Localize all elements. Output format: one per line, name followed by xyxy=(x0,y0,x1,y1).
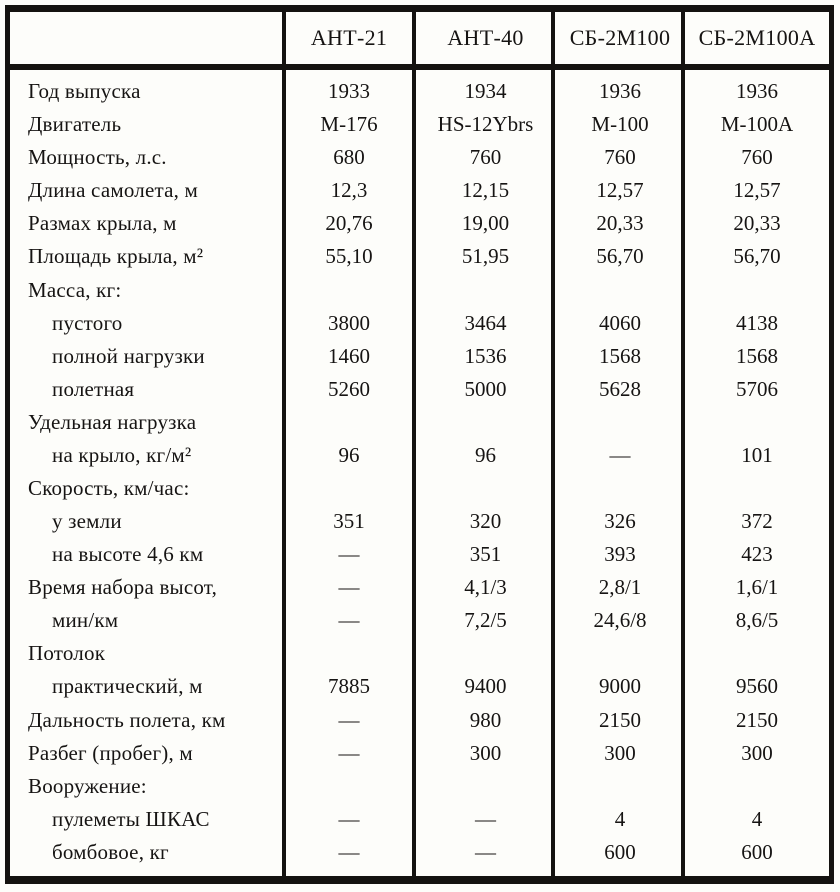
cell-value: 20,33 xyxy=(733,211,781,236)
cell-value: 51,95 xyxy=(461,244,510,269)
cell-value: 1934 xyxy=(464,79,507,104)
cell-value: 300 xyxy=(469,740,502,765)
row-label: Вооружение: xyxy=(28,773,147,798)
row-label: Дальность полета, км xyxy=(28,707,226,732)
cell-value: М-176 xyxy=(320,112,378,137)
cell-value: 56,70 xyxy=(733,244,781,269)
header-ant-21: АНТ-21 xyxy=(310,25,388,50)
cell-value: 55,10 xyxy=(325,244,373,269)
column-divider xyxy=(681,12,685,876)
cell-value: 24,6/8 xyxy=(593,608,647,633)
cell-value: 3464 xyxy=(464,310,507,335)
cell-value: 1568 xyxy=(736,343,778,368)
aircraft-spec-table xyxy=(5,5,834,884)
cell-value: 300 xyxy=(604,740,636,765)
cell-value: — xyxy=(338,839,360,864)
cell-value: — xyxy=(338,740,360,765)
cell-value: 4060 xyxy=(599,310,641,335)
cell-value: 4,1/3 xyxy=(464,575,507,600)
table-row xyxy=(10,240,829,273)
cell-value: 1936 xyxy=(736,79,778,104)
cell-value: 423 xyxy=(741,542,773,567)
cell-value: 12,15 xyxy=(461,178,510,203)
cell-value: 760 xyxy=(604,145,636,170)
cell-value: 1,6/1 xyxy=(735,575,779,600)
cell-value: 4 xyxy=(614,806,626,831)
row-label: Скорость, км/час: xyxy=(28,475,190,500)
table-row xyxy=(10,836,829,869)
table-row xyxy=(10,373,829,406)
table-body xyxy=(10,70,829,876)
cell-value: 5260 xyxy=(328,376,370,401)
cell-value: 12,3 xyxy=(330,178,368,203)
row-label: у земли xyxy=(52,509,122,534)
cell-value: 12,57 xyxy=(596,178,644,203)
cell-value: 1460 xyxy=(328,343,370,368)
cell-value: 19,00 xyxy=(461,211,510,236)
cell-value: 760 xyxy=(469,145,502,170)
table-row xyxy=(10,108,829,141)
row-label: Площадь крыла, м² xyxy=(28,244,204,269)
row-label: пустого xyxy=(52,310,123,335)
row-label: на крыло, кг/м² xyxy=(52,442,192,467)
table-row xyxy=(10,75,829,108)
table-row xyxy=(10,770,829,803)
cell-value: М-100А xyxy=(720,112,794,137)
row-label: Двигатель xyxy=(28,112,122,137)
cell-value: — xyxy=(475,806,496,831)
cell-value: — xyxy=(609,442,631,467)
row-label: Год выпуска xyxy=(28,79,141,104)
cell-value: 56,70 xyxy=(596,244,644,269)
header-sb-2m100a: СБ-2М100А xyxy=(698,25,816,50)
cell-value: 9000 xyxy=(599,674,641,699)
cell-value: 8,6/5 xyxy=(735,608,779,633)
cell-value: 4138 xyxy=(736,310,778,335)
cell-value: 2150 xyxy=(736,707,778,732)
table-row xyxy=(10,803,829,836)
row-label: полетная xyxy=(52,376,135,401)
cell-value: 7885 xyxy=(328,674,370,699)
row-label: на высоте 4,6 км xyxy=(52,542,204,567)
cell-value: 5000 xyxy=(464,376,507,401)
table-row xyxy=(10,604,829,637)
table-header-row xyxy=(10,12,829,70)
cell-value: 351 xyxy=(469,542,502,567)
header-sb-2m100: СБ-2М100 xyxy=(569,25,671,50)
cell-value: М-100 xyxy=(591,112,649,137)
cell-value: 600 xyxy=(604,839,636,864)
cell-value: — xyxy=(338,806,360,831)
column-divider xyxy=(282,12,286,876)
cell-value: — xyxy=(338,707,360,732)
cell-value: 7,2/5 xyxy=(464,608,507,633)
table-row xyxy=(10,141,829,174)
cell-value: 20,33 xyxy=(596,211,644,236)
table-row xyxy=(10,637,829,670)
column-divider xyxy=(551,12,555,876)
table-row xyxy=(10,273,829,306)
cell-value: 393 xyxy=(604,542,636,567)
cell-value: 5706 xyxy=(736,376,778,401)
cell-value: 351 xyxy=(333,509,365,534)
row-label: пулеметы ШКАС xyxy=(52,806,210,831)
row-label: Удельная нагрузка xyxy=(28,409,197,434)
cell-value: 20,76 xyxy=(325,211,373,236)
row-label: Время набора высот, xyxy=(28,575,218,600)
cell-value: 326 xyxy=(604,509,636,534)
row-label: Разбег (пробег), м xyxy=(28,740,193,765)
row-label: Масса, кг: xyxy=(28,277,122,302)
header-ant-40: АНТ-40 xyxy=(447,25,524,50)
cell-value: 2150 xyxy=(599,707,641,732)
cell-value: — xyxy=(338,608,360,633)
table-row xyxy=(10,439,829,472)
row-label: мин/км xyxy=(52,608,119,633)
cell-value: 2,8/1 xyxy=(598,575,642,600)
row-label: полной нагрузки xyxy=(52,343,205,368)
table-row xyxy=(10,505,829,538)
cell-value: 96 xyxy=(338,442,360,467)
table-row xyxy=(10,174,829,207)
table-row xyxy=(10,703,829,736)
cell-value: 680 xyxy=(333,145,365,170)
row-label: Потолок xyxy=(28,641,106,666)
table-row xyxy=(10,472,829,505)
cell-value: 101 xyxy=(741,442,773,467)
cell-value: 9400 xyxy=(464,674,507,699)
table-row xyxy=(10,307,829,340)
header-empty-cell xyxy=(10,12,282,64)
table-row xyxy=(10,670,829,703)
cell-value: 5628 xyxy=(599,376,641,401)
table-row xyxy=(10,538,829,571)
cell-value: — xyxy=(475,839,496,864)
row-label: бомбовое, кг xyxy=(52,839,169,864)
cell-value: 980 xyxy=(469,707,502,732)
cell-value: 96 xyxy=(475,442,496,467)
table-row xyxy=(10,571,829,604)
table-row xyxy=(10,406,829,439)
row-label: Размах крыла, м xyxy=(28,211,177,236)
cell-value: 320 xyxy=(469,509,502,534)
cell-value: — xyxy=(338,575,360,600)
cell-value: 3800 xyxy=(328,310,370,335)
cell-value: — xyxy=(338,542,360,567)
cell-value: HS-12Ybrs xyxy=(437,112,534,137)
row-label: Мощность, л.с. xyxy=(28,145,167,170)
cell-value: 12,57 xyxy=(733,178,781,203)
cell-value: 1933 xyxy=(328,79,370,104)
cell-value: 1936 xyxy=(599,79,641,104)
table-row xyxy=(10,207,829,240)
cell-value: 9560 xyxy=(736,674,778,699)
cell-value: 4 xyxy=(751,806,763,831)
cell-value: 1536 xyxy=(464,343,507,368)
column-divider xyxy=(412,12,416,876)
cell-value: 760 xyxy=(741,145,773,170)
row-label: Длина самолета, м xyxy=(28,178,199,203)
cell-value: 1568 xyxy=(599,343,641,368)
cell-value: 300 xyxy=(741,740,773,765)
table-row xyxy=(10,737,829,770)
cell-value: 372 xyxy=(741,509,773,534)
cell-value: 600 xyxy=(741,839,773,864)
row-label: практический, м xyxy=(52,674,203,699)
table-row xyxy=(10,340,829,373)
